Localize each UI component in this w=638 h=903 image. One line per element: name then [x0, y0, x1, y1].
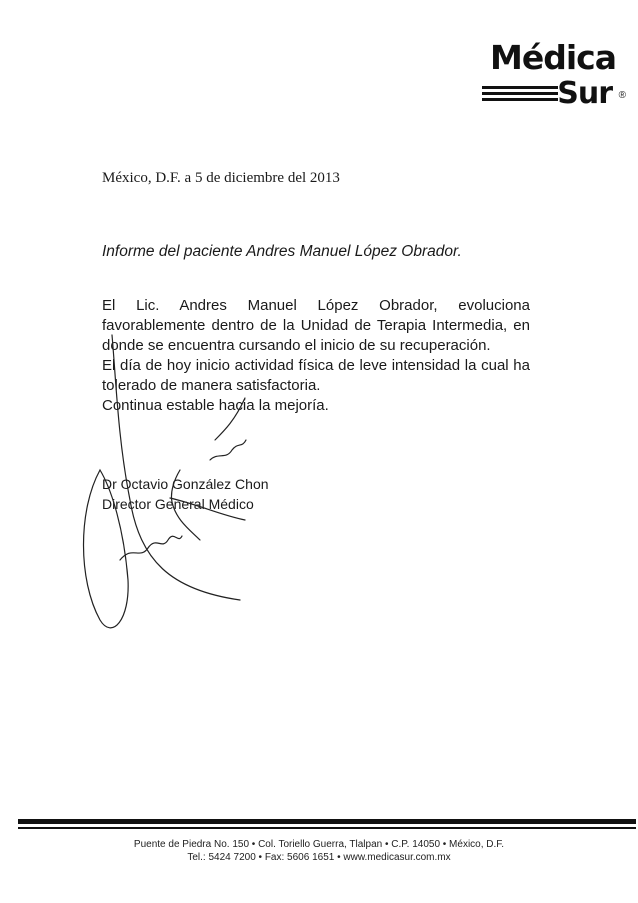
- signer-name: Dr Octavio González Chon: [102, 476, 269, 492]
- footer-line-address: Puente de Piedra No. 150 • Col. Toriello Guerra, Tlalpan • C.P. 14050 • México, D.F.: [133, 839, 505, 850]
- signer-role: Director General Médico: [102, 496, 254, 512]
- medica-sur-logo: [470, 38, 630, 111]
- paragraph-evolution: El Lic. Andres Manuel López Obrador, evoluciona favorablemente dentro de la Unidad de Terapia Intermedia, en donde se encuentra cursando el inicio de su recuperación.: [102, 297, 530, 354]
- logo-lines: [482, 86, 558, 104]
- footer-rule-thin: [18, 827, 636, 829]
- paragraph-activity: El día de hoy inicio actividad física de leve intensidad la cual ha tolerado de manera satisfactoria.: [102, 357, 530, 394]
- report-title: Informe del paciente Andres Manuel López Obrador.: [102, 243, 462, 260]
- signature-block: [102, 474, 269, 514]
- footer-address: [0, 838, 638, 864]
- logo-text-medica: Médica: [490, 38, 616, 77]
- footer-rule-thick: [18, 819, 636, 824]
- footer-line-contact: Tel.: 5424 7200 • Fax: 5606 1651 • www.medicasur.com.mx: [187, 852, 451, 863]
- logo-text-sur: Sur: [557, 76, 612, 111]
- paragraph-status: Continua estable hacia la mejoría.: [102, 397, 329, 414]
- registered-mark: ®: [618, 90, 626, 101]
- letter-date: México, D.F. a 5 de diciembre del 2013: [102, 170, 340, 186]
- report-body: [102, 296, 530, 416]
